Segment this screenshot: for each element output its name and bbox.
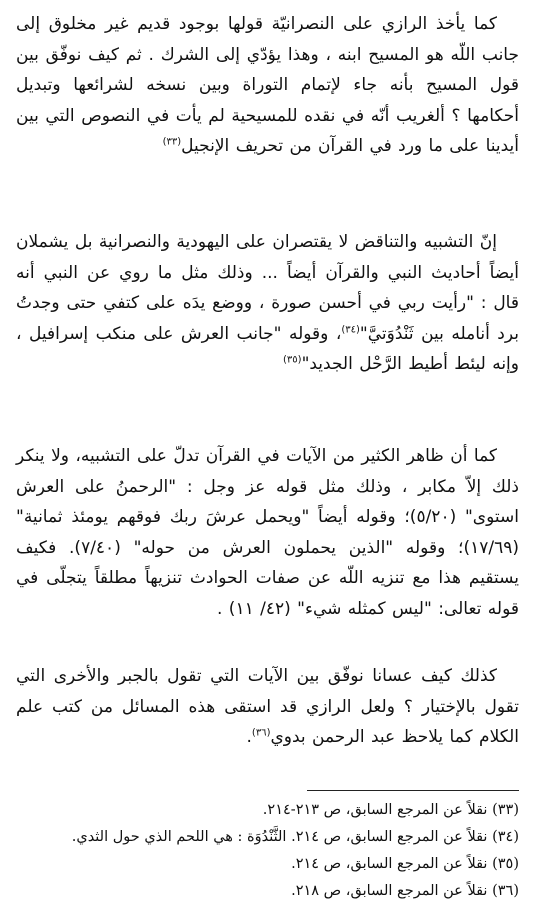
footnote-ref-35: (٣٥) — [283, 354, 302, 366]
paragraph-end-mark: . — [246, 727, 252, 748]
paragraph-text-continued: ، وقوله "جانب العرش على منكب إسرافيل ، وإنه ليئط أطيط الرَّحْل الجديد" — [16, 323, 519, 375]
footnote-36: (٣٦) نقلاً عن المرجع السابق، ص ٢١٨. — [291, 883, 519, 899]
footnote-ref-33: (٣٣) — [162, 136, 182, 148]
footnote-ref-36: (٣٦) — [251, 727, 271, 739]
footnote-ref-34: (٣٤) — [341, 324, 360, 336]
paragraph-text: كما يأخذ الرازي على النصرانيّة قولها بوجود قديم غير مخلوق إلى جانب اللّه هو المسيح ابنه ، وهذا يؤدّي إلى الشرك . ثم كيف نوفّق بين قول المسيح بأنه جاء لإتمام التوراة وبين نسخه لشرائعها وتبديل أحكامها ؟ ألغريب أنّه في نقده للمسيحية لم يأت في النصوص التي بين أيدينا على ما ورد في القرآن من تحريف الإنجيل — [16, 14, 519, 157]
footnote-33: (٣٣) نقلاً عن المرجع السابق، ص ٢١٣-٢١٤. — [262, 802, 519, 818]
paragraph-text: إنّ التشبيه والتناقض لا يقتصران على اليهودية والنصرانية بل يشملان أيضاً أحاديث النبي والقرآن أيضاً ... وذلك مثل ما روي عن النبي أنه قال : "رأيت ربي في أحسن صورة ، ووضع يدَه على كتفي حتى وجدتُ برد أنامله بين ثَنْدُوَتيَّ" — [16, 232, 519, 344]
footnote-34: (٣٤) نقلاً عن المرجع السابق، ص ٢١٤. الثَّنْدُوَة : هي اللحم الذي حول الثدي. — [71, 829, 519, 845]
footnotes-section — [16, 797, 519, 905]
paragraph-text: كما أن ظاهر الكثير من الآيات في القرآن تدلّ على التشبيه، ولا ينكر ذلك إلاّ مكابر ، وذلك مثل قوله عز وجل : "الرحمنُ على العرش استوى" (٥/٢٠)؛ وقوله أيضاً "ويحمل عرشَ ربك فوقهم يومئذ ثمانية" (١٧/٦٩)؛ وقوله "الذين يحملون العرش من حوله" (٧/٤٠). فكيف يستقيم هذا مع تنزيه اللّه عن صفات الحوادث تنزيهاً مطلقاً يتجلّى في قوله تعالى: "ليس كمثله شيء" (٤٢/ ١١) . — [16, 446, 520, 619]
paragraph-text: كذلك كيف عسانا نوفّق بين الآيات التي تقول بالجبر والأخرى التي تقول بالإختيار ؟ ولعل الرازي قد استقى هذه المسائل من كتب علم الكلام كما يلاحظ عبد الرحمن بدوي — [16, 666, 519, 748]
paragraph-predestination — [16, 661, 519, 753]
paragraph-anthropomorphism-hadith — [16, 227, 519, 380]
footnote-35: (٣٥) نقلاً عن المرجع السابق، ص ٢١٤. — [291, 856, 519, 872]
paragraph-quranic-verses — [16, 441, 519, 625]
footnote-divider — [307, 790, 519, 791]
paragraph-razi-on-christianity — [16, 9, 519, 162]
